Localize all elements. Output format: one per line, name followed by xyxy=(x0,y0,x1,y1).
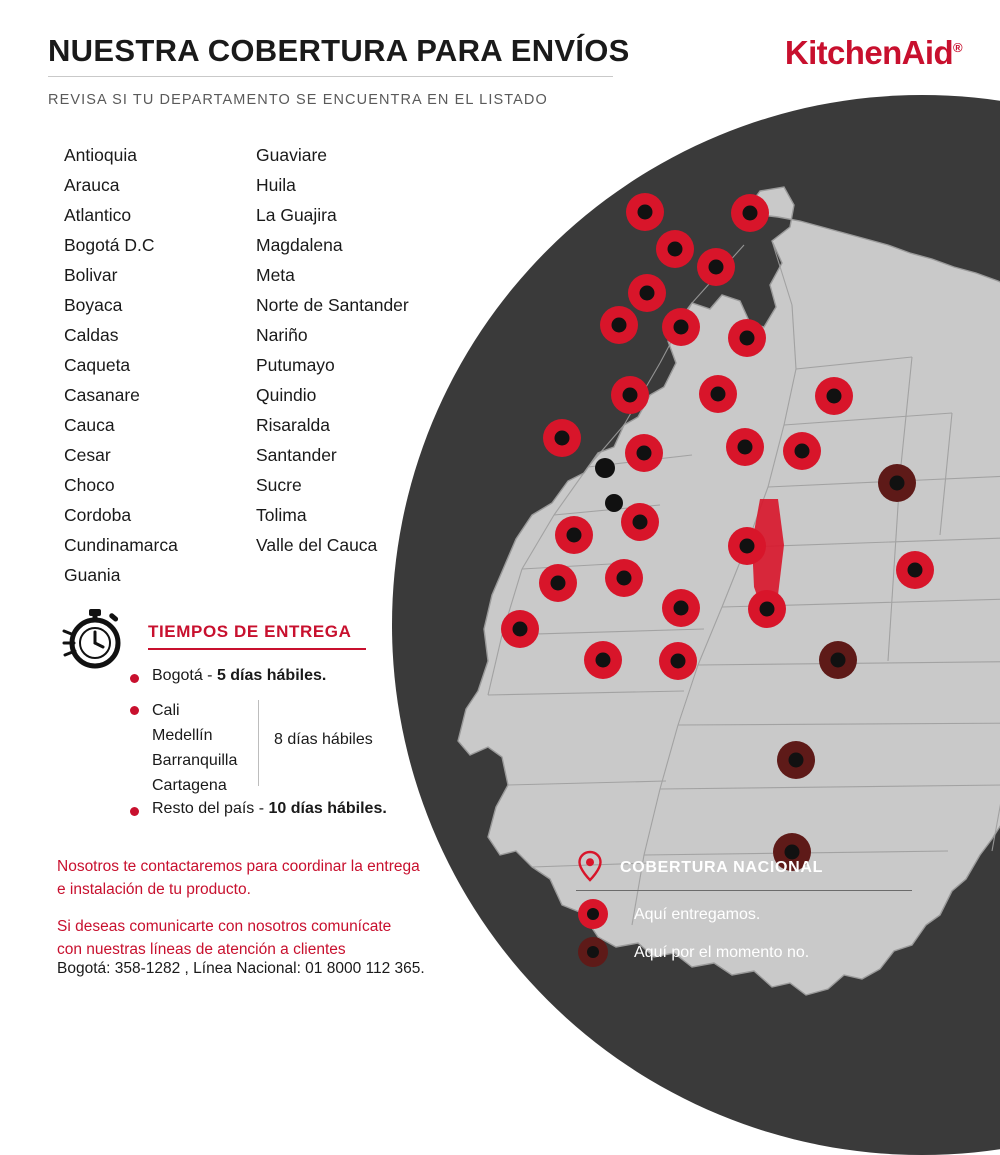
delivery-time-row-rest xyxy=(152,800,387,818)
delivery-time-value-cities: 8 días hábiles xyxy=(274,731,373,748)
delivery-rest-label: Resto del país - xyxy=(152,800,269,817)
list-item: Norte de Santander xyxy=(256,295,409,315)
list-item: Arauca xyxy=(64,175,120,195)
delivery-time-value: 5 días hábiles. xyxy=(216,667,327,684)
delivery-times-divider xyxy=(148,648,366,650)
page-subtitle: REVISA SI TU DEPARTAMENTO SE ENCUENTRA EN EL LISTADO xyxy=(48,92,548,108)
list-item: Quindio xyxy=(256,385,317,405)
list-item: Boyaca xyxy=(64,295,123,315)
legend-marker-covered-icon xyxy=(578,899,608,929)
list-item: Huila xyxy=(256,175,296,195)
legend-divider xyxy=(576,890,912,891)
page-title: NUESTRA COBERTURA PARA ENVÍOS xyxy=(48,33,630,68)
list-item: Antioquia xyxy=(64,145,137,165)
delivery-time-row-cities xyxy=(152,698,237,798)
list-item: Risaralda xyxy=(256,415,330,435)
bullet-icon xyxy=(130,706,139,715)
city-name: Barranquilla xyxy=(152,752,238,769)
stopwatch-icon xyxy=(62,607,130,669)
list-item: Guaviare xyxy=(256,145,328,165)
contact-note: Nosotros te contactaremos para coordinar la entrega e instalación de tu producto. xyxy=(57,858,420,898)
list-item: Putumayo xyxy=(256,355,335,375)
list-item: Caldas xyxy=(64,325,119,345)
delivery-times-heading: TIEMPOS DE ENTREGA xyxy=(148,622,352,641)
colombia-map xyxy=(392,95,1000,1155)
header-divider xyxy=(48,76,613,77)
department-list-column-2 xyxy=(256,140,409,560)
legend-title: COBERTURA NACIONAL xyxy=(620,859,824,876)
delivery-time-row-bogota xyxy=(152,667,326,685)
list-item: Bolivar xyxy=(64,265,118,285)
legend-label-not-covered: Aquí por el momento no. xyxy=(634,944,810,961)
list-item: Cundinamarca xyxy=(64,535,178,555)
kitchenaid-logo xyxy=(785,34,962,72)
list-item: Choco xyxy=(64,475,115,495)
bullet-icon xyxy=(130,674,139,683)
city-name: Cartagena xyxy=(152,777,227,794)
city-name: Cali xyxy=(152,702,180,719)
list-item: Cesar xyxy=(64,445,111,465)
delivery-rest-value: 10 días hábiles. xyxy=(268,800,387,817)
list-item: Guania xyxy=(64,565,121,585)
list-item: Meta xyxy=(256,265,295,285)
delivery-city-label: Bogotá - xyxy=(152,667,217,684)
list-item: Casanare xyxy=(64,385,140,405)
list-item: Nariño xyxy=(256,325,308,345)
legend-label-covered: Aquí entregamos. xyxy=(634,906,761,923)
map-pin-icon xyxy=(576,850,604,882)
city-name: Medellín xyxy=(152,727,213,744)
list-item: La Guajira xyxy=(256,205,337,225)
customer-service-note: Si deseas comunicarte con nosotros comunícate con nuestras líneas de atención a clientes xyxy=(57,918,392,958)
list-item: Tolima xyxy=(256,505,307,525)
vertical-divider xyxy=(258,700,259,786)
list-item: Cauca xyxy=(64,415,115,435)
legend-marker-not-covered-icon xyxy=(578,937,608,967)
map-panel xyxy=(392,95,1000,1155)
registered-mark: ® xyxy=(953,40,962,55)
department-list-column-1 xyxy=(64,140,178,590)
brand-name: KitchenAid xyxy=(784,34,954,71)
list-item: Atlantico xyxy=(64,205,132,225)
phone-numbers: Bogotá: 358-1282 , Línea Nacional: 01 8000 112 365. xyxy=(57,960,425,977)
list-item: Bogotá D.C xyxy=(64,235,155,255)
list-item: Sucre xyxy=(256,475,302,495)
list-item: Cordoba xyxy=(64,505,132,525)
bullet-icon xyxy=(130,807,139,816)
list-item: Santander xyxy=(256,445,337,465)
list-item: Valle del Cauca xyxy=(256,535,378,555)
list-item: Caqueta xyxy=(64,355,131,375)
list-item: Magdalena xyxy=(256,235,343,255)
